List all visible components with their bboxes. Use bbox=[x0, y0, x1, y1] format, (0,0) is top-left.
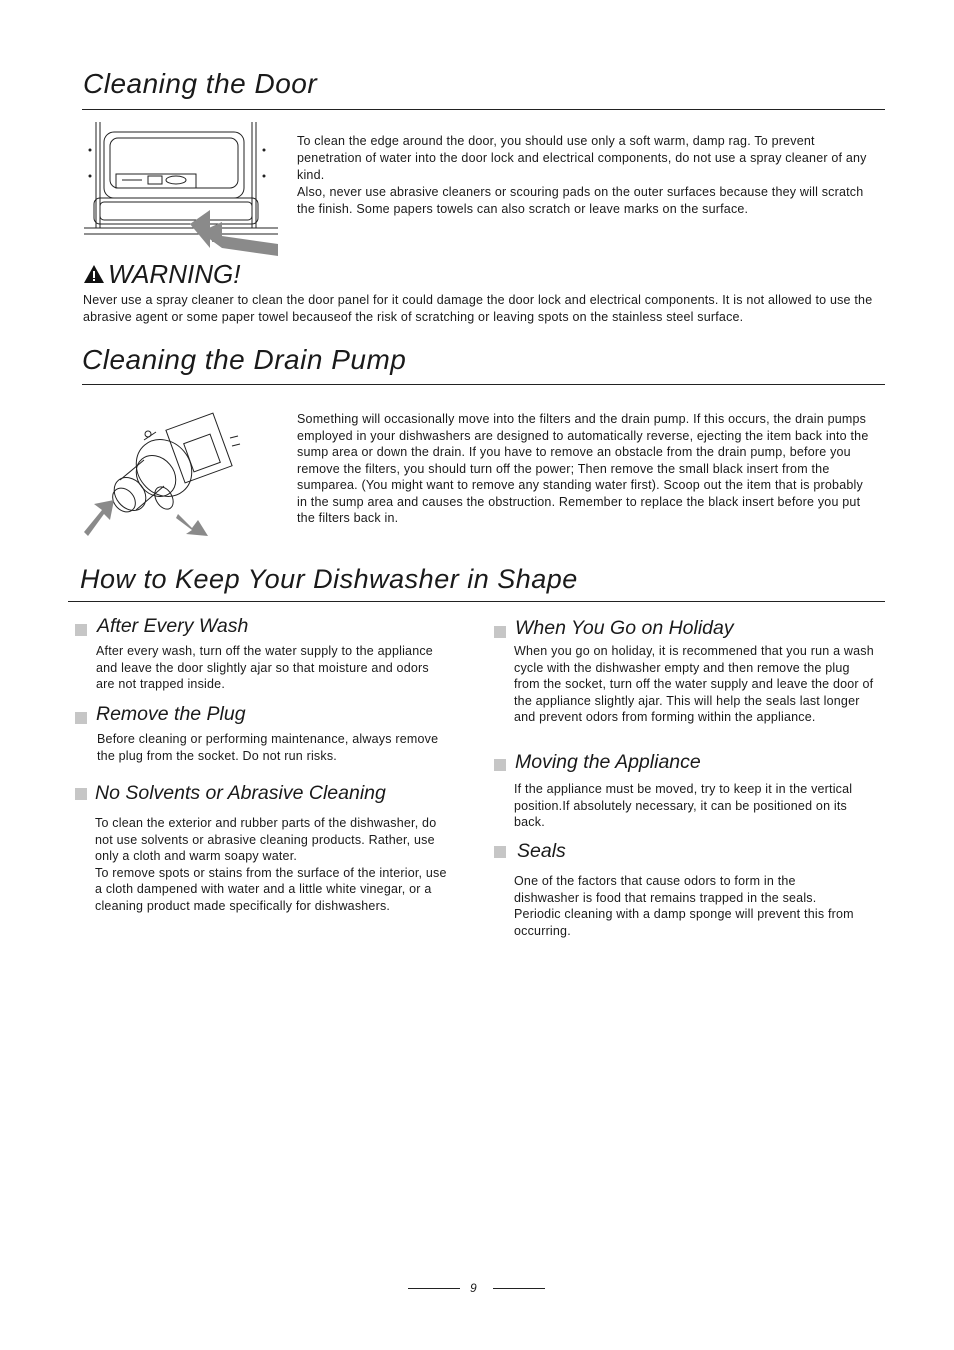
subheading-after-every-wash: After Every Wash bbox=[97, 615, 249, 637]
bullet-square bbox=[494, 846, 506, 858]
section-title-cleaning-door: Cleaning the Door bbox=[83, 68, 318, 99]
remove-plug-text: Before cleaning or performing maintenance, always remove the plug from the socket. Do not run risks. bbox=[97, 732, 439, 763]
section-rule bbox=[68, 601, 885, 602]
subheading-remove-plug: Remove the Plug bbox=[96, 703, 246, 725]
door-illustration bbox=[82, 118, 280, 258]
drain-pump-illustration bbox=[80, 410, 250, 540]
bullet-square bbox=[75, 624, 87, 636]
holiday-text: When you go on holiday, it is recommened that you run a wash cycle with the dishwasher empty and then remove the plug from the socket, turn off the water supply and leave the door of the appliance slightly ajar. This will help the seals last longer and prevent odors from forming within the appliance. bbox=[514, 644, 874, 724]
door-paragraph: Also, never use abrasive cleaners or scouring pads on the outer surfaces because they will scratch the finish. Some papers towels can also scratch or leave marks on the surface. bbox=[297, 185, 864, 216]
moving-appliance-text: If the appliance must be moved, try to keep it in the vertical position.If absolutely necessary, it can be positioned on its back. bbox=[514, 782, 853, 829]
section-rule bbox=[82, 384, 885, 385]
seals-text: One of the factors that cause odors to form in the dishwasher is food that remains trapped in the seals. Periodic cleaning with a damp sponge will prevent this from occurring. bbox=[514, 874, 854, 938]
no-solvents-text bbox=[95, 815, 447, 914]
door-paragraph: To clean the edge around the door, you should use only a soft warm, damp rag. To prevent penetration of water into the door lock and electrical components, do not use a spray cleaner of any kind. bbox=[297, 134, 867, 182]
bullet-square bbox=[75, 788, 87, 800]
subheading-holiday: When You Go on Holiday bbox=[515, 617, 734, 639]
section-rule bbox=[82, 109, 885, 110]
no-solvents-paragraph: To remove spots or stains from the surface of the interior, use a cloth dampened with water and a little white vinegar, or a cleaning product made specifically for dishwashers. bbox=[95, 865, 447, 913]
warning-text: Never use a spray cleaner to clean the door panel for it could damage the door lock and electrical components. It is not allowed to use the abrasive agent or some paper towel becauseof the risk of scratching or leaving spots on the stainless steel surface. bbox=[83, 293, 873, 324]
drain-text: Something will occasionally move into the filters and the drain pump. If this occurs, the drain pumps employed in your dishwashers are designed to automatically reverse, ejecting the item back into the sump area or down the drain. If you have to remove an obstacle from the drain pump, before you remove the filters, you should turn off the power; Then remove the small black insert from the sumparea. (You might want to remove any standing water first). Scoop out the item that is probably in the sump area and causes the obstruction. Remember to replace the black insert before you put the filters back in. bbox=[297, 412, 869, 525]
section-title-drain-pump: Cleaning the Drain Pump bbox=[82, 344, 407, 375]
no-solvents-paragraph: To clean the exterior and rubber parts of the dishwasher, do not use solvents or abrasive cleaning products. Rather, use only a cloth and warm soapy water. bbox=[95, 816, 437, 863]
footer-rule bbox=[408, 1288, 460, 1289]
bullet-square bbox=[494, 759, 506, 771]
page-number: 9 bbox=[470, 1281, 477, 1295]
subheading-moving-appliance: Moving the Appliance bbox=[515, 751, 701, 773]
warning-title: WARNING! bbox=[108, 259, 241, 289]
bullet-square bbox=[494, 626, 506, 638]
section-title-keep-in-shape: How to Keep Your Dishwasher in Shape bbox=[80, 564, 578, 594]
door-text bbox=[297, 133, 875, 218]
subheading-seals: Seals bbox=[517, 840, 566, 862]
after-every-wash-text: After every wash, turn off the water supply to the appliance and leave the door slightly ajar so that moisture and odors are not trapped inside. bbox=[96, 644, 433, 691]
warning-icon bbox=[83, 264, 105, 284]
bullet-square bbox=[75, 712, 87, 724]
subheading-no-solvents: No Solvents or Abrasive Cleaning bbox=[95, 782, 386, 804]
footer-rule bbox=[493, 1288, 545, 1289]
